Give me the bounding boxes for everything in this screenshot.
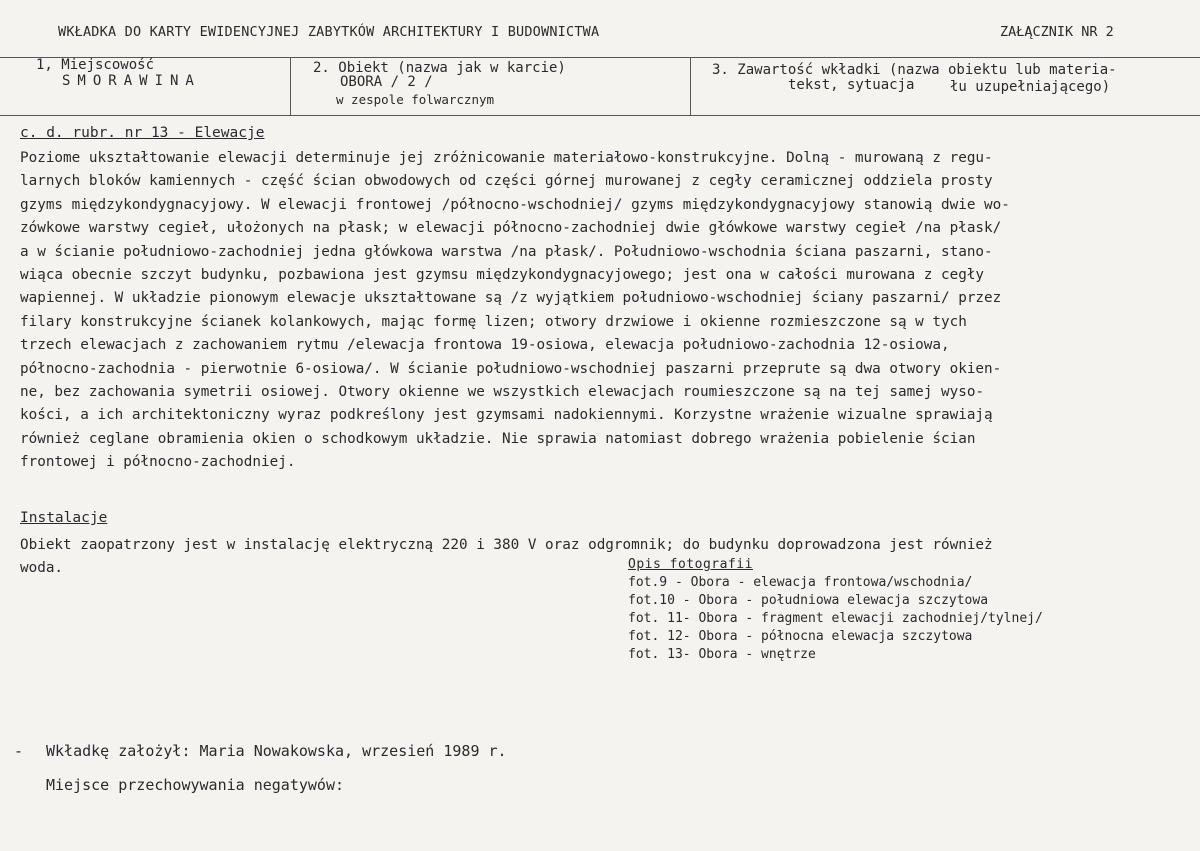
photo-item: fot. 12- Obora - północna elewacja szczytowa bbox=[628, 629, 973, 644]
photo-list bbox=[628, 556, 1043, 664]
content-label-type: tekst, sytuacja bbox=[788, 77, 915, 93]
text-line: Poziome ukształtowanie elewacji determinuje jej zróżnicowanie materiałowo-konstrukcyjne. Dolną - murowaną z regu- bbox=[20, 150, 993, 166]
photo-list-title: Opis fotografii bbox=[628, 557, 753, 572]
text-line: wapiennej. W układzie pionowym elewacje ukształtowane są /z wyjątkiem południowo-wschodniej ściany paszarni/ przez bbox=[20, 290, 1002, 307]
text-line: filary konstrukcyjne ścianek kolankowych, mając formę lizen; otwory drzwiowe i okienne rozmieszczone są w tych bbox=[20, 313, 967, 330]
text-line: północno-zachodnia - pierwotnie 6-osiowa/. W ścianie południowo-wschodniej paszarni przeprute są dwa otwory okien- bbox=[20, 360, 1002, 377]
negatives-location: Miejsce przechowywania negatywów: bbox=[46, 776, 345, 794]
photo-item: fot.9 - Obora - elewacja frontowa/wschodnia/ bbox=[628, 575, 973, 590]
content-label-cont: łu uzupełniającego) bbox=[950, 79, 1111, 95]
text-line: również ceglane obramienia okien o schodkowym układzie. Nie sprawia natomiast dobrego wrażenia pobielenie ścian bbox=[20, 430, 976, 447]
column-divider-1 bbox=[290, 57, 291, 115]
text-line: gzyms międzykondygnacyjowy. W elewacji frontowej /północno-wschodniej/ gzyms międzykondygnacyjowy stanowią dwie wo- bbox=[20, 196, 1010, 213]
text-line: zówkowe warstwy cegieł, ułożonych na płask; w elewacji północno-zachodniej dwie główkowe warstwy cegieł /na płask/ bbox=[20, 220, 1002, 237]
annex-number: ZAŁĄCZNIK NR 2 bbox=[1000, 24, 1114, 40]
text-line: trzech elewacjach z zachowaniem rytmu /elewacja frontowa 19-osiowa, elewacja południowo-zachodnia 12-osiowa, bbox=[20, 337, 950, 354]
text-line: a w ścianie południowo-zachodniej jedna główkowa warstwa /na płask/. Południowo-wschodnia ściana paszarni, stano- bbox=[20, 243, 993, 260]
photo-item: fot. 11- Obora - fragment elewacji zachodniej/tylnej/ bbox=[628, 611, 1043, 626]
photo-item: fot.10 - Obora - południowa elewacja szczytowa bbox=[628, 593, 989, 608]
place-value: SMORAWINA bbox=[62, 73, 201, 89]
text-line: ne, bez zachowania symetrii osiowej. Otwory okienne we wszystkich elewacjach roumieszczone są na tej samej wyso- bbox=[20, 383, 985, 400]
header-rule-bottom bbox=[0, 115, 1200, 116]
object-note: w zespole folwarcznym bbox=[336, 92, 495, 107]
column-divider-2 bbox=[690, 57, 691, 115]
photo-item: fot. 13- Obora - wnętrze bbox=[628, 647, 816, 662]
text-line: woda. bbox=[20, 560, 64, 577]
text-line: wiąca obecnie szczyt budynku, pozbawiona jest gzymsu międzykondygnacyjowego; jest ona w całości murowana z cegły bbox=[20, 266, 985, 283]
object-value: OBORA / 2 / bbox=[340, 74, 433, 90]
section-heading: c. d. rubr. nr 13 - Elewacje bbox=[20, 125, 265, 141]
elevations-text bbox=[20, 147, 1185, 474]
text-line: larnych bloków kamiennych - część ścian obwodowych od części górnej murowanej z cegły ceramicznej oddziela prosty bbox=[20, 173, 993, 190]
installations-heading: Instalacje bbox=[20, 510, 108, 526]
place-label: 1, Miejscowość bbox=[36, 57, 155, 73]
margin-dash: - bbox=[14, 742, 24, 760]
text-line: kości, a ich architektoniczny wyraz podkreślony jest gzymsami nadokiennymi. Korzystne wrażenie wizualne sprawiają bbox=[20, 407, 993, 424]
text-line: frontowej i północno-zachodniej. bbox=[20, 454, 296, 471]
author-line: Wkładkę założył: Maria Nowakowska, wrzesień 1989 r. bbox=[46, 742, 507, 760]
header-rule-top bbox=[0, 57, 1200, 58]
content-label: 3. Zawartość wkładki (nazwa obiektu lub materia- bbox=[712, 62, 1117, 78]
form-title: WKŁADKA DO KARTY EWIDENCYJNEJ ZABYTKÓW ARCHITEKTURY I BUDOWNICTWA bbox=[58, 24, 600, 40]
text-line: Obiekt zaopatrzony jest w instalację elektryczną 220 i 380 V oraz odgromnik; do budynku doprowadzona jest również bbox=[20, 537, 993, 553]
object-label: 2. Obiekt (nazwa jak w karcie) bbox=[313, 60, 566, 76]
